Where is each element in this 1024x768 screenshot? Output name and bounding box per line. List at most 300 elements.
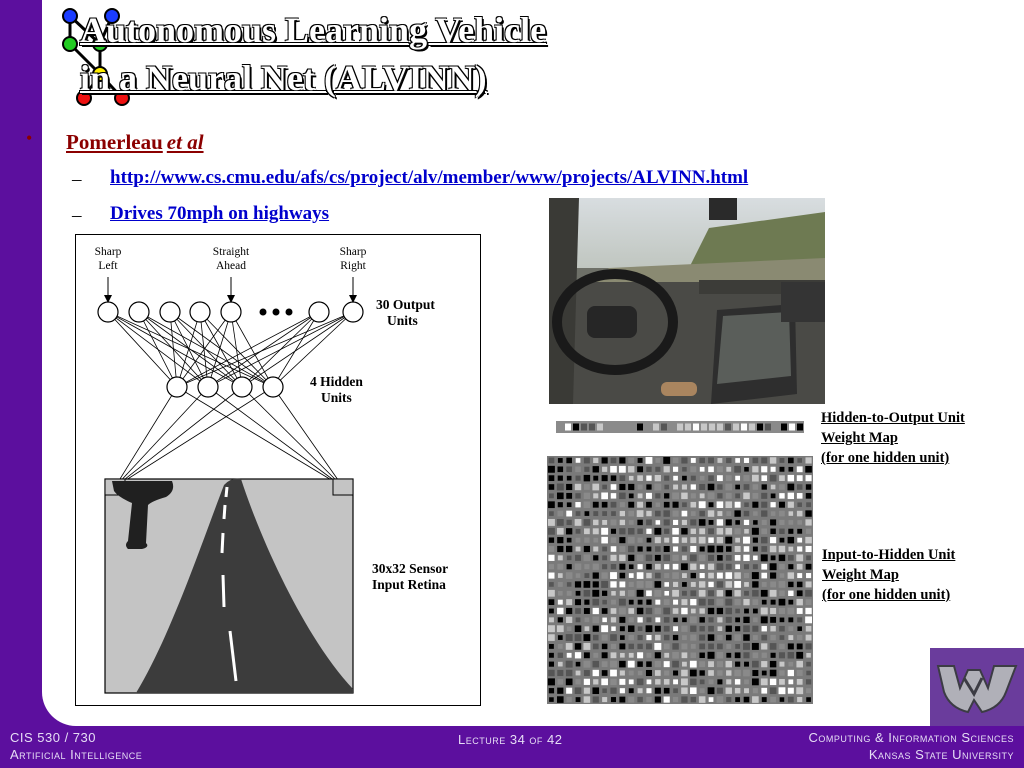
weight-map-cell xyxy=(708,599,714,605)
weight-map-cell xyxy=(557,688,563,694)
weight-map-cell xyxy=(699,617,704,622)
weight-map-cell xyxy=(655,581,662,588)
weight-map-cell xyxy=(735,538,740,543)
vehicle-dashboard-photo xyxy=(549,198,825,404)
weight-map-cell xyxy=(584,581,591,588)
weight-map-cell xyxy=(717,475,723,481)
weight-strip-cell xyxy=(653,424,659,431)
weight-map-cell xyxy=(619,546,625,552)
weight-map-cell xyxy=(708,466,714,472)
weight-map-cell xyxy=(611,537,617,543)
weight-map-cell xyxy=(743,599,749,605)
weight-map-cell xyxy=(584,590,591,597)
weight-map-cell xyxy=(558,458,563,463)
weight-map-cell xyxy=(734,510,740,516)
weight-map-cell xyxy=(646,600,651,605)
weight-map-cell xyxy=(761,590,768,597)
weight-map-cell xyxy=(788,635,793,640)
alvinn-url-link[interactable]: http://www.cs.cmu.edu/afs/cs/project/alv/member/www/projects/ALVINN.html xyxy=(110,167,749,188)
weight-map-cell xyxy=(629,653,634,658)
weight-map-cell xyxy=(779,520,784,525)
weight-map-cell xyxy=(796,652,803,659)
weight-map-cell xyxy=(726,661,732,667)
weight-map-cell xyxy=(646,573,651,578)
weight-map-cell xyxy=(708,573,714,579)
weight-map-cell xyxy=(806,502,811,507)
weight-map-cell xyxy=(593,555,598,560)
weight-map-cell xyxy=(664,688,670,694)
weight-map-cell xyxy=(806,688,811,693)
weight-map-cell xyxy=(655,661,661,667)
weight-map-cell xyxy=(619,564,625,570)
weight-map-cell xyxy=(779,502,785,508)
weight-map-cell xyxy=(788,502,794,508)
weight-map-cell xyxy=(663,457,670,464)
weight-map-cell xyxy=(709,697,714,702)
weight-map-cell xyxy=(805,457,811,463)
weight-map-cell xyxy=(646,635,651,640)
weight-map-cell xyxy=(655,626,661,632)
weight-map-cell xyxy=(655,564,661,570)
weight-map-cell xyxy=(708,634,715,641)
alvinn-network-diagram xyxy=(75,234,481,706)
weight-map-cell xyxy=(637,555,644,562)
weight-map-cell xyxy=(567,564,572,569)
weight-map-cell xyxy=(690,679,696,685)
weight-map-cell xyxy=(646,457,653,464)
weight-map-cell xyxy=(567,520,572,525)
weight-map-cell xyxy=(638,493,643,498)
weight-map-cell xyxy=(744,520,749,525)
weight-map-cell xyxy=(771,511,776,516)
connection-line xyxy=(177,387,343,487)
weight-map-cell xyxy=(691,484,696,489)
weight-map-cell xyxy=(619,484,625,490)
weight-map-cell xyxy=(743,625,750,632)
weight-map-cell xyxy=(647,547,652,552)
weight-map-cell xyxy=(655,458,660,463)
hidden-unit-node xyxy=(167,377,187,397)
weight-map-cell xyxy=(735,564,740,569)
weight-map-cell xyxy=(664,653,669,658)
weight-map-cell xyxy=(655,537,661,543)
weight-map-cell xyxy=(602,520,607,525)
weight-map-cell xyxy=(735,599,741,605)
weight-map-cell xyxy=(708,484,715,491)
weight-map-cell xyxy=(549,644,554,649)
weight-map-cell xyxy=(788,458,794,464)
weight-map-cell xyxy=(593,458,598,463)
weight-map-cell xyxy=(673,511,679,517)
weight-map-cell xyxy=(557,511,563,517)
weight-map-cell xyxy=(628,457,634,463)
weight-map-cell xyxy=(610,661,617,668)
weight-map-cell xyxy=(717,537,723,543)
weight-map-cell xyxy=(567,653,572,658)
weight-map-cell xyxy=(806,555,811,560)
weight-map-cell xyxy=(584,501,591,508)
weight-map-cell xyxy=(673,467,678,472)
weight-map-cell xyxy=(717,670,722,675)
weight-map-cell xyxy=(762,520,767,525)
weight-strip-cell xyxy=(797,424,803,431)
weight-map-cell xyxy=(602,511,607,516)
label-sharp-left-2: Left xyxy=(98,260,118,272)
weight-map-cell xyxy=(637,502,643,508)
weight-map-cell xyxy=(734,634,741,641)
weight-map-cell xyxy=(708,687,715,694)
weight-map-cell xyxy=(744,546,750,552)
weight-map-cell xyxy=(699,653,704,658)
weight-map-cell xyxy=(629,671,634,676)
weight-map-cell xyxy=(806,484,811,489)
weight-map-cell xyxy=(735,679,740,684)
weight-map-cell xyxy=(629,679,634,684)
weight-map-cell xyxy=(576,591,581,596)
weight-map-cell xyxy=(779,591,785,597)
weight-map-cell xyxy=(637,590,644,597)
weight-map-cell xyxy=(567,582,572,587)
weight-strip-cell xyxy=(773,424,779,431)
weight-map-cell xyxy=(549,653,554,658)
weight-map-cell xyxy=(620,670,625,675)
weight-strip-cell xyxy=(741,424,747,431)
weight-map-cell xyxy=(700,476,705,481)
weight-map-cell xyxy=(548,573,554,579)
weight-map-cell xyxy=(646,608,652,614)
weight-strip-cell xyxy=(581,424,587,431)
weight-map-cell xyxy=(681,493,687,499)
weight-map-cell xyxy=(744,688,749,693)
weight-map-cell xyxy=(673,635,678,640)
weight-map-cell xyxy=(796,599,802,605)
weight-map-cell xyxy=(770,546,777,553)
footer-course-line1: CIS 530 / 730 xyxy=(10,730,96,745)
weight-map-cell xyxy=(620,688,625,693)
hidden-unit-node xyxy=(263,377,283,397)
retina-corner-unit xyxy=(333,479,353,495)
weight-map-cell xyxy=(735,520,740,525)
weight-map-cell xyxy=(646,520,652,526)
weight-map-cell xyxy=(584,608,590,614)
weight-map-cell xyxy=(726,679,731,684)
main-bullet xyxy=(66,130,204,155)
weight-map-cell xyxy=(549,609,554,614)
weight-map-cell xyxy=(806,662,811,667)
weight-map-cell xyxy=(699,696,706,703)
weight-map-cell xyxy=(771,653,776,658)
weight-map-cell xyxy=(708,661,714,667)
weight-map-cell xyxy=(575,687,582,694)
weight-map-cell xyxy=(611,652,617,658)
weight-map-cell xyxy=(673,671,678,676)
weight-map-cell xyxy=(788,591,793,596)
connection-line xyxy=(139,312,208,387)
weight-map-cell xyxy=(806,493,812,499)
weight-map-cell xyxy=(602,608,608,614)
weight-map-cell xyxy=(743,634,750,641)
weight-map-cell xyxy=(549,688,554,693)
weight-map-cell xyxy=(691,653,697,659)
weight-map-cell xyxy=(646,502,652,508)
weight-map-cell xyxy=(708,590,714,596)
weight-map-cell xyxy=(637,520,642,525)
weight-map-cell xyxy=(796,687,803,694)
weight-map-cell xyxy=(806,475,812,481)
weight-map-cell xyxy=(557,484,564,491)
weight-map-cell xyxy=(726,555,732,561)
weight-map-cell xyxy=(638,635,643,640)
weight-map-cell xyxy=(788,555,794,561)
weight-map-cell xyxy=(788,688,794,694)
weight-map-cell xyxy=(601,528,608,535)
weight-map-cell xyxy=(566,528,572,534)
weight-map-cell xyxy=(583,643,590,650)
weight-map-cell xyxy=(673,564,679,570)
weight-map-cell xyxy=(717,519,723,525)
weight-map-cell xyxy=(629,688,634,693)
weight-map-cell xyxy=(762,600,767,605)
network-diagram-svg xyxy=(76,235,480,705)
weight-map-cell xyxy=(699,608,704,613)
weight-map-cell xyxy=(797,697,802,702)
weight-map-cell xyxy=(699,670,704,675)
weight-strip-cell xyxy=(669,424,675,431)
weight-map-cell xyxy=(610,572,617,579)
weight-map-cell xyxy=(788,564,793,569)
weight-map-cell xyxy=(585,511,590,516)
weight-map-cell xyxy=(585,626,590,631)
weight-map-cell xyxy=(770,519,776,525)
weight-map-cell xyxy=(637,581,644,588)
weight-map-cell xyxy=(619,537,625,543)
weight-map-cell xyxy=(744,609,749,614)
weight-map-cell xyxy=(664,582,669,587)
weight-map-cell xyxy=(734,572,741,579)
weight-map-cell xyxy=(672,555,678,561)
weight-map-cell xyxy=(744,564,749,569)
weight-map-cell xyxy=(788,582,793,587)
weight-map-cell xyxy=(575,652,581,658)
weight-map-cell xyxy=(628,502,634,508)
weight-map-cell xyxy=(602,555,607,560)
weight-map-cell xyxy=(681,678,688,685)
weight-map-cell xyxy=(654,590,661,597)
weight-map-cell xyxy=(575,581,581,587)
weight-map-cell xyxy=(806,546,812,552)
network-connections xyxy=(108,312,353,487)
weight-map-cell xyxy=(725,537,732,544)
weight-map-cell xyxy=(735,546,741,552)
weight-map-cell xyxy=(663,555,670,562)
weight-map-cell xyxy=(708,617,713,622)
weight-map-cell xyxy=(806,573,811,578)
hidden-to-output-caption-2: Weight Map xyxy=(821,430,898,446)
weight-map-cell xyxy=(708,546,715,553)
weight-map-cell xyxy=(593,626,599,632)
weight-map-cell xyxy=(619,617,625,623)
weight-map-cell xyxy=(584,564,589,569)
weight-map-cell xyxy=(797,466,803,472)
weight-map-cell xyxy=(788,643,794,649)
weight-strip-cell xyxy=(629,424,635,431)
weight-map-cell xyxy=(646,625,653,632)
weight-map-cell xyxy=(761,661,767,667)
weight-map-cell xyxy=(726,697,731,702)
output-unit-node xyxy=(309,302,329,322)
weight-map-cell xyxy=(629,476,634,481)
weight-map-cell xyxy=(673,546,678,551)
weight-map-cell xyxy=(602,502,608,508)
weight-map-cell xyxy=(592,687,599,694)
weight-map-cell xyxy=(690,599,696,605)
hidden-unit-node xyxy=(198,377,218,397)
weight-map-cell xyxy=(753,538,758,543)
weight-map-cell xyxy=(718,626,723,631)
weight-map-cell xyxy=(681,670,688,677)
weight-map-cell xyxy=(611,644,616,649)
weight-map-cell xyxy=(602,457,608,463)
weight-map-cell xyxy=(761,537,767,543)
weight-map-cell xyxy=(716,599,723,606)
weight-map-cell xyxy=(602,688,607,693)
weight-map-cell xyxy=(628,546,634,552)
weight-map-cell xyxy=(788,547,793,552)
weight-map-cell xyxy=(637,510,644,517)
weight-map-cell xyxy=(761,643,767,649)
weight-map-cell xyxy=(664,670,669,675)
connection-line xyxy=(108,312,208,387)
weight-map-cell xyxy=(575,502,580,507)
weight-map-cell xyxy=(788,572,794,578)
weight-map-cell xyxy=(619,466,626,473)
hidden-to-output-caption-3: (for one hidden unit) xyxy=(821,450,950,466)
weight-map-cell xyxy=(567,626,572,631)
weight-map-cell xyxy=(789,511,794,516)
weight-map-cell xyxy=(664,519,670,525)
weight-map-cell xyxy=(797,635,802,640)
weight-map-cell xyxy=(708,652,715,659)
weight-map-cell xyxy=(779,626,785,632)
weight-map-cell xyxy=(717,688,723,694)
weight-map-cell xyxy=(549,475,555,481)
label-sharp-right-2: Right xyxy=(340,260,366,272)
weight-map-cell xyxy=(646,688,651,693)
weight-map-cell xyxy=(690,564,696,570)
weight-map-cell xyxy=(779,493,784,498)
weight-map-cell xyxy=(548,528,555,535)
weight-map-cell xyxy=(619,643,625,649)
label-straight-1: Straight xyxy=(212,246,250,258)
weight-map-cell xyxy=(708,457,714,463)
weight-map-cell xyxy=(549,582,554,587)
weight-map-cell xyxy=(789,662,794,667)
weight-map-cell xyxy=(681,599,687,605)
weight-map-cell xyxy=(646,643,652,649)
weight-map-cell xyxy=(735,476,740,481)
weight-map-cell xyxy=(567,556,572,561)
weight-map-cell xyxy=(734,581,741,588)
weight-map-cell xyxy=(602,467,607,472)
weight-map-cell xyxy=(638,458,643,463)
weight-map-cell xyxy=(681,687,687,693)
weight-map-cell xyxy=(655,608,662,615)
weight-map-cell xyxy=(717,635,722,640)
weight-map-cell xyxy=(655,555,661,561)
weight-map-cell xyxy=(629,520,634,525)
dash-icon: – xyxy=(72,205,82,226)
weight-map-cell xyxy=(566,511,572,517)
weight-map-cell xyxy=(779,679,785,685)
weight-map-cell xyxy=(681,643,687,649)
weight-map-cell xyxy=(611,600,616,605)
weight-map-cell xyxy=(771,555,776,560)
weight-map-cell xyxy=(735,626,740,631)
weight-map-cell xyxy=(575,555,581,561)
weight-map-cell xyxy=(805,510,811,516)
weight-map-cell xyxy=(797,502,802,507)
weight-map-cell xyxy=(655,546,661,552)
weight-map-cell xyxy=(557,528,564,535)
weight-map-cell xyxy=(691,511,696,516)
weight-map-cell xyxy=(602,564,607,569)
weight-map-cell xyxy=(797,573,802,578)
weight-map-cell xyxy=(592,590,599,597)
weight-map-cell xyxy=(619,457,625,463)
weight-map-cell xyxy=(557,625,564,632)
weight-map-cell xyxy=(620,626,625,631)
weight-map-cell xyxy=(566,546,572,552)
weight-map-cell xyxy=(753,564,758,569)
weight-map-cell xyxy=(558,679,564,685)
weight-map-cell xyxy=(690,687,697,694)
weight-map-cell xyxy=(779,644,784,649)
weight-map-cell xyxy=(602,670,608,676)
weight-map-cell xyxy=(646,670,652,676)
weight-map-cell xyxy=(752,678,759,685)
weight-map-cell xyxy=(672,643,678,649)
weight-map-cell xyxy=(734,466,741,473)
weight-map-cell xyxy=(655,688,661,694)
weight-map-cell xyxy=(576,697,581,702)
weight-map-cell xyxy=(761,564,767,570)
weight-map-cell xyxy=(744,662,749,667)
weight-map-cell xyxy=(655,493,660,498)
weight-map-cell xyxy=(576,671,581,676)
weight-map-cell xyxy=(735,502,741,508)
weight-map-cell xyxy=(566,484,572,490)
weight-map-cell xyxy=(735,609,740,614)
weight-map-cell xyxy=(611,529,616,534)
weight-map-cell xyxy=(709,520,714,525)
weight-map-cell xyxy=(575,679,580,684)
weight-map-cell xyxy=(735,697,740,702)
weight-map-cell xyxy=(780,635,785,640)
weight-map-cell xyxy=(726,590,732,596)
weight-map-cell xyxy=(797,484,803,490)
weight-map-cell xyxy=(629,494,634,499)
weight-map-cell xyxy=(611,564,616,569)
weight-map-cell xyxy=(557,546,563,552)
weight-map-cell xyxy=(744,582,749,587)
weight-map-cell xyxy=(797,643,803,649)
weight-map-cell xyxy=(761,475,767,481)
weight-map-cell xyxy=(628,625,634,631)
weight-map-cell xyxy=(673,582,678,587)
weight-map-cell xyxy=(743,537,750,544)
weight-map-cell xyxy=(780,538,785,543)
weight-map-cell xyxy=(682,511,688,517)
